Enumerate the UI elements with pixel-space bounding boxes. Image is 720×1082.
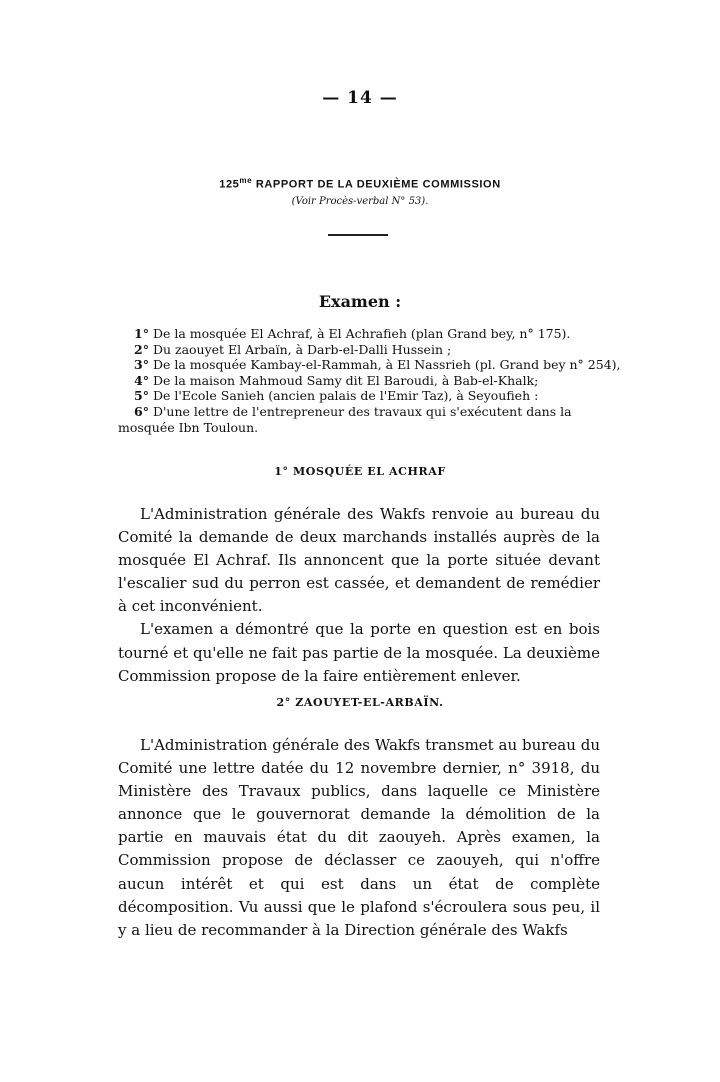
paragraph: L'Administration générale des Wakfs renvoie au bureau du Comité la demande de deux marchands installés auprès de la mosquée El Achraf. Ils annoncent que la porte située devant l'escalier sud du perron est cassée, et demandent de remédier à cet inconvénient. [118, 505, 600, 616]
agenda-item-text: Du zaouyet El Arbaïn, à Darb-el-Dalli Hussein ; [152, 341, 452, 357]
section-body-mosquee-el-achraf [118, 503, 600, 688]
agenda-item [118, 342, 608, 358]
agenda-item-number: 6° [134, 403, 149, 419]
page-number: — 14 — [322, 88, 398, 108]
section-heading-mosquee-el-achraf: 1° MOSQUÉE EL ACHRAF [274, 465, 446, 478]
report-reference: (Voir Procès-verbal N° 53). [291, 196, 429, 207]
paragraph: L'Administration générale des Wakfs transmet au bureau du Comité une lettre datée du 12 novembre dernier, n° 3918, du Ministère des Travaux publics, dans laquelle ce Ministère annonce que le gouvernorat demande la démolition de la partie en mauvais état du dit zaouyeh. Après examen, la Commission propose de déclasser ce zaouyeh, qui n'offre aucun intérêt et qui est dans un état de complète décomposition. Vu aussi que le plafond s'écroulera sous peu, il y a lieu de recommander à la Direction générale des Wakfs [118, 736, 600, 939]
agenda-list [118, 326, 621, 435]
report-title-number: 125 [219, 178, 240, 191]
agenda-item-number: 3° [134, 357, 149, 373]
agenda-item-text: De la maison Mahmoud Samy dit El Baroudi, à Bab-el-Khalk; [152, 372, 539, 388]
report-title-superscript: me [239, 176, 253, 185]
agenda-item [118, 388, 608, 404]
agenda-item-number: 5° [134, 388, 149, 404]
agenda-item [118, 404, 608, 435]
section-divider [328, 234, 388, 236]
agenda-item-text: De la mosquée Kambay-el-Rammah, à El Nassrieh (pl. Grand bey n° 254), [152, 357, 621, 373]
paragraph: L'examen a démontré que la porte en question est en bois tourné et qu'elle ne fait pas partie de la mosquée. La deuxième Commission propose de la faire entièrement enlever. [118, 620, 600, 685]
agenda-item-text: De l'Ecole Sanieh (ancien palais de l'Emir Taz), à Seyoufieh : [152, 388, 539, 404]
section-body-zaouyet-el-arbain [118, 734, 600, 942]
agenda-item-text: De la mosquée El Achraf, à El Achrafieh (plan Grand bey, n° 175). [152, 326, 571, 341]
agenda-item-number: 4° [134, 372, 149, 388]
agenda-item-text: D'une lettre de l'entrepreneur des travaux qui s'exécutent dans la mosquée Ibn Touloun. [118, 403, 572, 435]
examen-heading: Examen : [318, 292, 402, 311]
agenda-item [118, 357, 621, 373]
agenda-item [118, 373, 608, 389]
agenda-item-number: 2° [134, 341, 149, 357]
agenda-item-number: 1° [134, 326, 149, 341]
report-title [0, 176, 720, 191]
agenda-item [118, 326, 608, 342]
section-heading-zaouyet-el-arbain: 2° ZAOUYET-EL-ARBAÏN. [276, 696, 444, 709]
report-title-text: RAPPORT DE LA DEUXIÈME COMMISSION [255, 178, 501, 191]
